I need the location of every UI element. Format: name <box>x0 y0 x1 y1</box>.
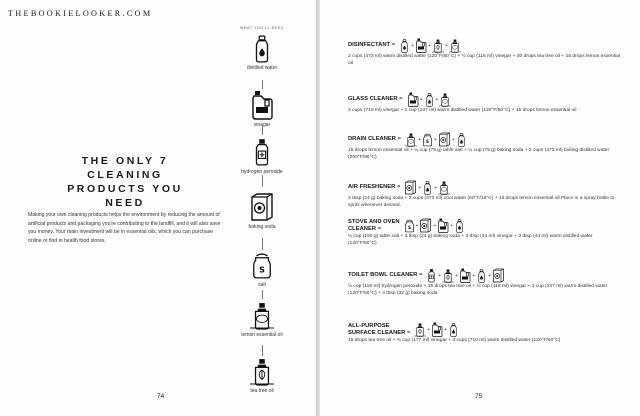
vinegar-jug-icon <box>415 38 427 53</box>
vinegar-jug-icon <box>407 92 419 107</box>
plus-sign: + <box>411 42 415 49</box>
plus-sign: + <box>455 272 459 279</box>
recipe-name <box>348 96 403 103</box>
vinegar-jug-icon <box>250 90 274 120</box>
plus-sign: + <box>434 184 438 191</box>
plus-sign: + <box>418 136 421 143</box>
recipe-instructions: 15 drops lemon essential oil + ¼ cup (75 g) table salt + ¼ cup (75 g) baking soda + 2 cups (473 ml) boiling distilled water (200°F/90°C) <box>348 148 610 160</box>
recipe-name <box>348 219 400 233</box>
divider-line <box>262 290 263 299</box>
baking-soda-box-icon <box>404 180 417 195</box>
need-label: salt <box>258 282 266 288</box>
page-title <box>30 154 220 210</box>
tea-tree-oil-icon <box>250 358 274 386</box>
equals-sign: = <box>376 225 382 232</box>
salt-shaker-icon <box>404 219 415 233</box>
recipe-instructions: ¼ cup (150 g) table salt + 3 tbsp (24 g) baking soda + 3 tbsp (44 ml) vinegar + 3 tbsp (44 ml) warm distilled water (120°F/50°C) <box>348 234 593 246</box>
recipe-block <box>348 180 622 210</box>
title-line: NEED <box>105 197 145 209</box>
plus-sign: + <box>419 96 423 103</box>
need-label: baking soda <box>248 224 276 230</box>
recipe-block <box>348 92 622 115</box>
title-line: PRODUCTS YOU <box>67 183 183 195</box>
needs-heading: WHAT YOU'LL NEED <box>239 26 285 30</box>
water-bottle-icon <box>399 39 410 53</box>
page-number: 74 <box>157 393 165 400</box>
plus-sign: + <box>435 96 439 103</box>
recipe-name-line: GLASS CLEANER = <box>348 96 403 102</box>
page-number: 75 <box>475 393 483 400</box>
recipe-name-line: AIR FRESHENER = <box>348 184 401 190</box>
peroxide-bottle-icon <box>426 268 437 283</box>
vinegar-jug-icon <box>459 268 471 283</box>
recipe-name <box>348 42 395 49</box>
water-bottle-icon <box>476 269 487 283</box>
equals-sign: = <box>390 42 396 48</box>
recipe-name <box>348 136 401 143</box>
plus-sign: + <box>433 222 437 229</box>
plus-sign: + <box>444 326 448 333</box>
need-label: distilled water <box>246 65 278 71</box>
title-line: CLEANING <box>87 169 163 181</box>
recipe-instructions: 3 tbsp (24 g) baking soda + 2 cups (473 ml) cool water (60°F/16°C) + 15 drops lemon essential oil Place in a spray bottle to spritz whenever desired. <box>348 196 615 208</box>
plus-sign: + <box>438 272 442 279</box>
recipe-header <box>348 180 622 195</box>
recipe-name-line: SURFACE CLEANER = <box>348 329 411 336</box>
recipe-block <box>348 218 622 248</box>
tea-tree-oil-icon <box>432 39 444 53</box>
plus-sign: + <box>472 272 476 279</box>
recipe-block <box>348 322 622 345</box>
need-label: lemon essential oil <box>241 332 283 338</box>
divider-line <box>262 175 263 187</box>
vinegar-jug-icon <box>437 218 449 233</box>
recipe-name-line: STOVE AND OVEN <box>348 218 400 225</box>
tea-tree-oil-icon <box>414 323 426 337</box>
lemon-oil-icon <box>439 93 451 107</box>
water-bottle-icon <box>422 181 433 195</box>
recipe-block <box>348 38 622 68</box>
right-page <box>320 0 640 416</box>
water-bottle-icon <box>456 133 467 147</box>
equals-sign: = <box>397 96 403 102</box>
plus-sign: + <box>450 222 454 229</box>
recipe-name-line: ALL-PURPOSE <box>348 322 390 329</box>
water-bottle-icon <box>448 323 459 337</box>
recipe-instructions: 3 cups (710 ml) vinegar + 1 cup (237 ml) warm distilled water (120°F/50°C) + 15 drops lemon essential oil <box>348 108 577 113</box>
recipe-name <box>348 184 400 191</box>
equals-sign: = <box>395 184 401 190</box>
plus-sign: + <box>428 42 431 49</box>
need-item-vinegar <box>234 90 290 128</box>
need-label: tea tree oil <box>250 388 274 394</box>
recipe-icons <box>405 132 467 147</box>
recipe-header <box>348 132 622 147</box>
need-label: hydrogen peroxide <box>241 169 283 175</box>
salt-shaker-icon <box>251 252 273 280</box>
need-item-distilled-water <box>234 35 290 71</box>
recipe-header <box>348 268 622 283</box>
needs-column <box>234 26 290 34</box>
need-label: vinegar <box>253 122 271 128</box>
recipe-name-line: DISINFECTANT = <box>348 42 396 48</box>
recipe-name-line: CLEANER = <box>348 225 382 232</box>
need-item-salt <box>234 252 290 288</box>
plus-sign: + <box>418 184 422 191</box>
recipe-icons <box>404 180 450 195</box>
recipe-icons <box>407 92 452 107</box>
divider-line <box>262 238 263 250</box>
need-item-tea-tree-oil <box>234 358 290 394</box>
equals-sign: = <box>396 136 401 142</box>
baking-soda-box-icon <box>249 192 275 222</box>
recipe-block <box>348 268 622 298</box>
intro-paragraph: Making your own cleaning products helps the environment by reducing the amount of artificial products and packaging you're contributing to the landfill, and it will also save you money. Your main investment will be in essential oils, which you can purchase online or find in health food stores. <box>28 212 221 244</box>
equals-sign: = <box>417 272 423 278</box>
divider-line <box>262 345 263 356</box>
water-bottle-icon <box>251 35 273 63</box>
need-item-lemon-essential-oil <box>234 302 290 338</box>
equals-sign: = <box>405 329 411 336</box>
need-item-baking-soda <box>234 192 290 230</box>
plus-sign: + <box>427 326 431 333</box>
lemon-oil-icon <box>405 133 417 147</box>
baking-soda-box-icon <box>419 218 432 233</box>
recipe-instructions: ½ cup (118 ml) hydrogen peroxide + 15 drops tea tree oil + ½ cup (118 ml) vinegar + 1 cup (237 ml) warm distilled water (120°F/50°C) + 4 tbsp (32 g) baking soda <box>348 284 608 296</box>
need-item-hydrogen-peroxide <box>234 137 290 175</box>
recipe-name <box>348 323 410 337</box>
site-name: THEBOOKIELOOKER.COM <box>8 9 153 18</box>
lemon-oil-icon <box>250 302 274 330</box>
baking-soda-box-icon <box>492 268 505 283</box>
recipe-instructions: 2 cups (473 ml) warm distilled water (120°F/50°C) + ½ cup (118 ml) vinegar + 30 drops tea tree oil + 15 drops lemon essential oil <box>348 54 620 66</box>
plus-sign: + <box>433 136 437 143</box>
recipe-name-line: TOILET BOWL CLEANER = <box>348 272 423 278</box>
plus-sign: + <box>488 272 492 279</box>
divider-line <box>262 80 263 89</box>
recipe-header <box>348 38 622 53</box>
title-line: THE ONLY 7 <box>81 155 169 167</box>
peroxide-bottle-icon <box>251 137 273 167</box>
plus-sign: + <box>444 42 448 49</box>
recipe-icons <box>399 38 461 53</box>
plus-sign: + <box>415 222 419 229</box>
recipe-icons <box>426 268 505 283</box>
water-bottle-icon <box>424 93 435 107</box>
recipe-icons <box>404 218 466 233</box>
lemon-oil-icon <box>449 39 461 53</box>
baking-soda-box-icon <box>438 132 451 147</box>
vinegar-jug-icon <box>431 322 443 337</box>
recipe-header <box>348 322 622 337</box>
recipe-name <box>348 272 422 279</box>
lemon-oil-icon <box>438 181 450 195</box>
water-bottle-icon <box>454 219 465 233</box>
recipe-block <box>348 132 622 162</box>
tea-tree-oil-icon <box>442 269 454 283</box>
recipe-instructions: 15 drops tea tree oil + ¾ cup (177 ml) vinegar + 3 cups (710 ml) warm distilled water (120°F/50°C) <box>348 338 561 343</box>
recipe-name-line: DRAIN CLEANER = <box>348 136 401 142</box>
recipe-header <box>348 92 622 107</box>
left-page <box>0 0 316 416</box>
recipe-icons <box>414 322 459 337</box>
salt-shaker-icon <box>422 133 433 147</box>
plus-sign: + <box>451 136 455 143</box>
recipe-header <box>348 218 622 233</box>
